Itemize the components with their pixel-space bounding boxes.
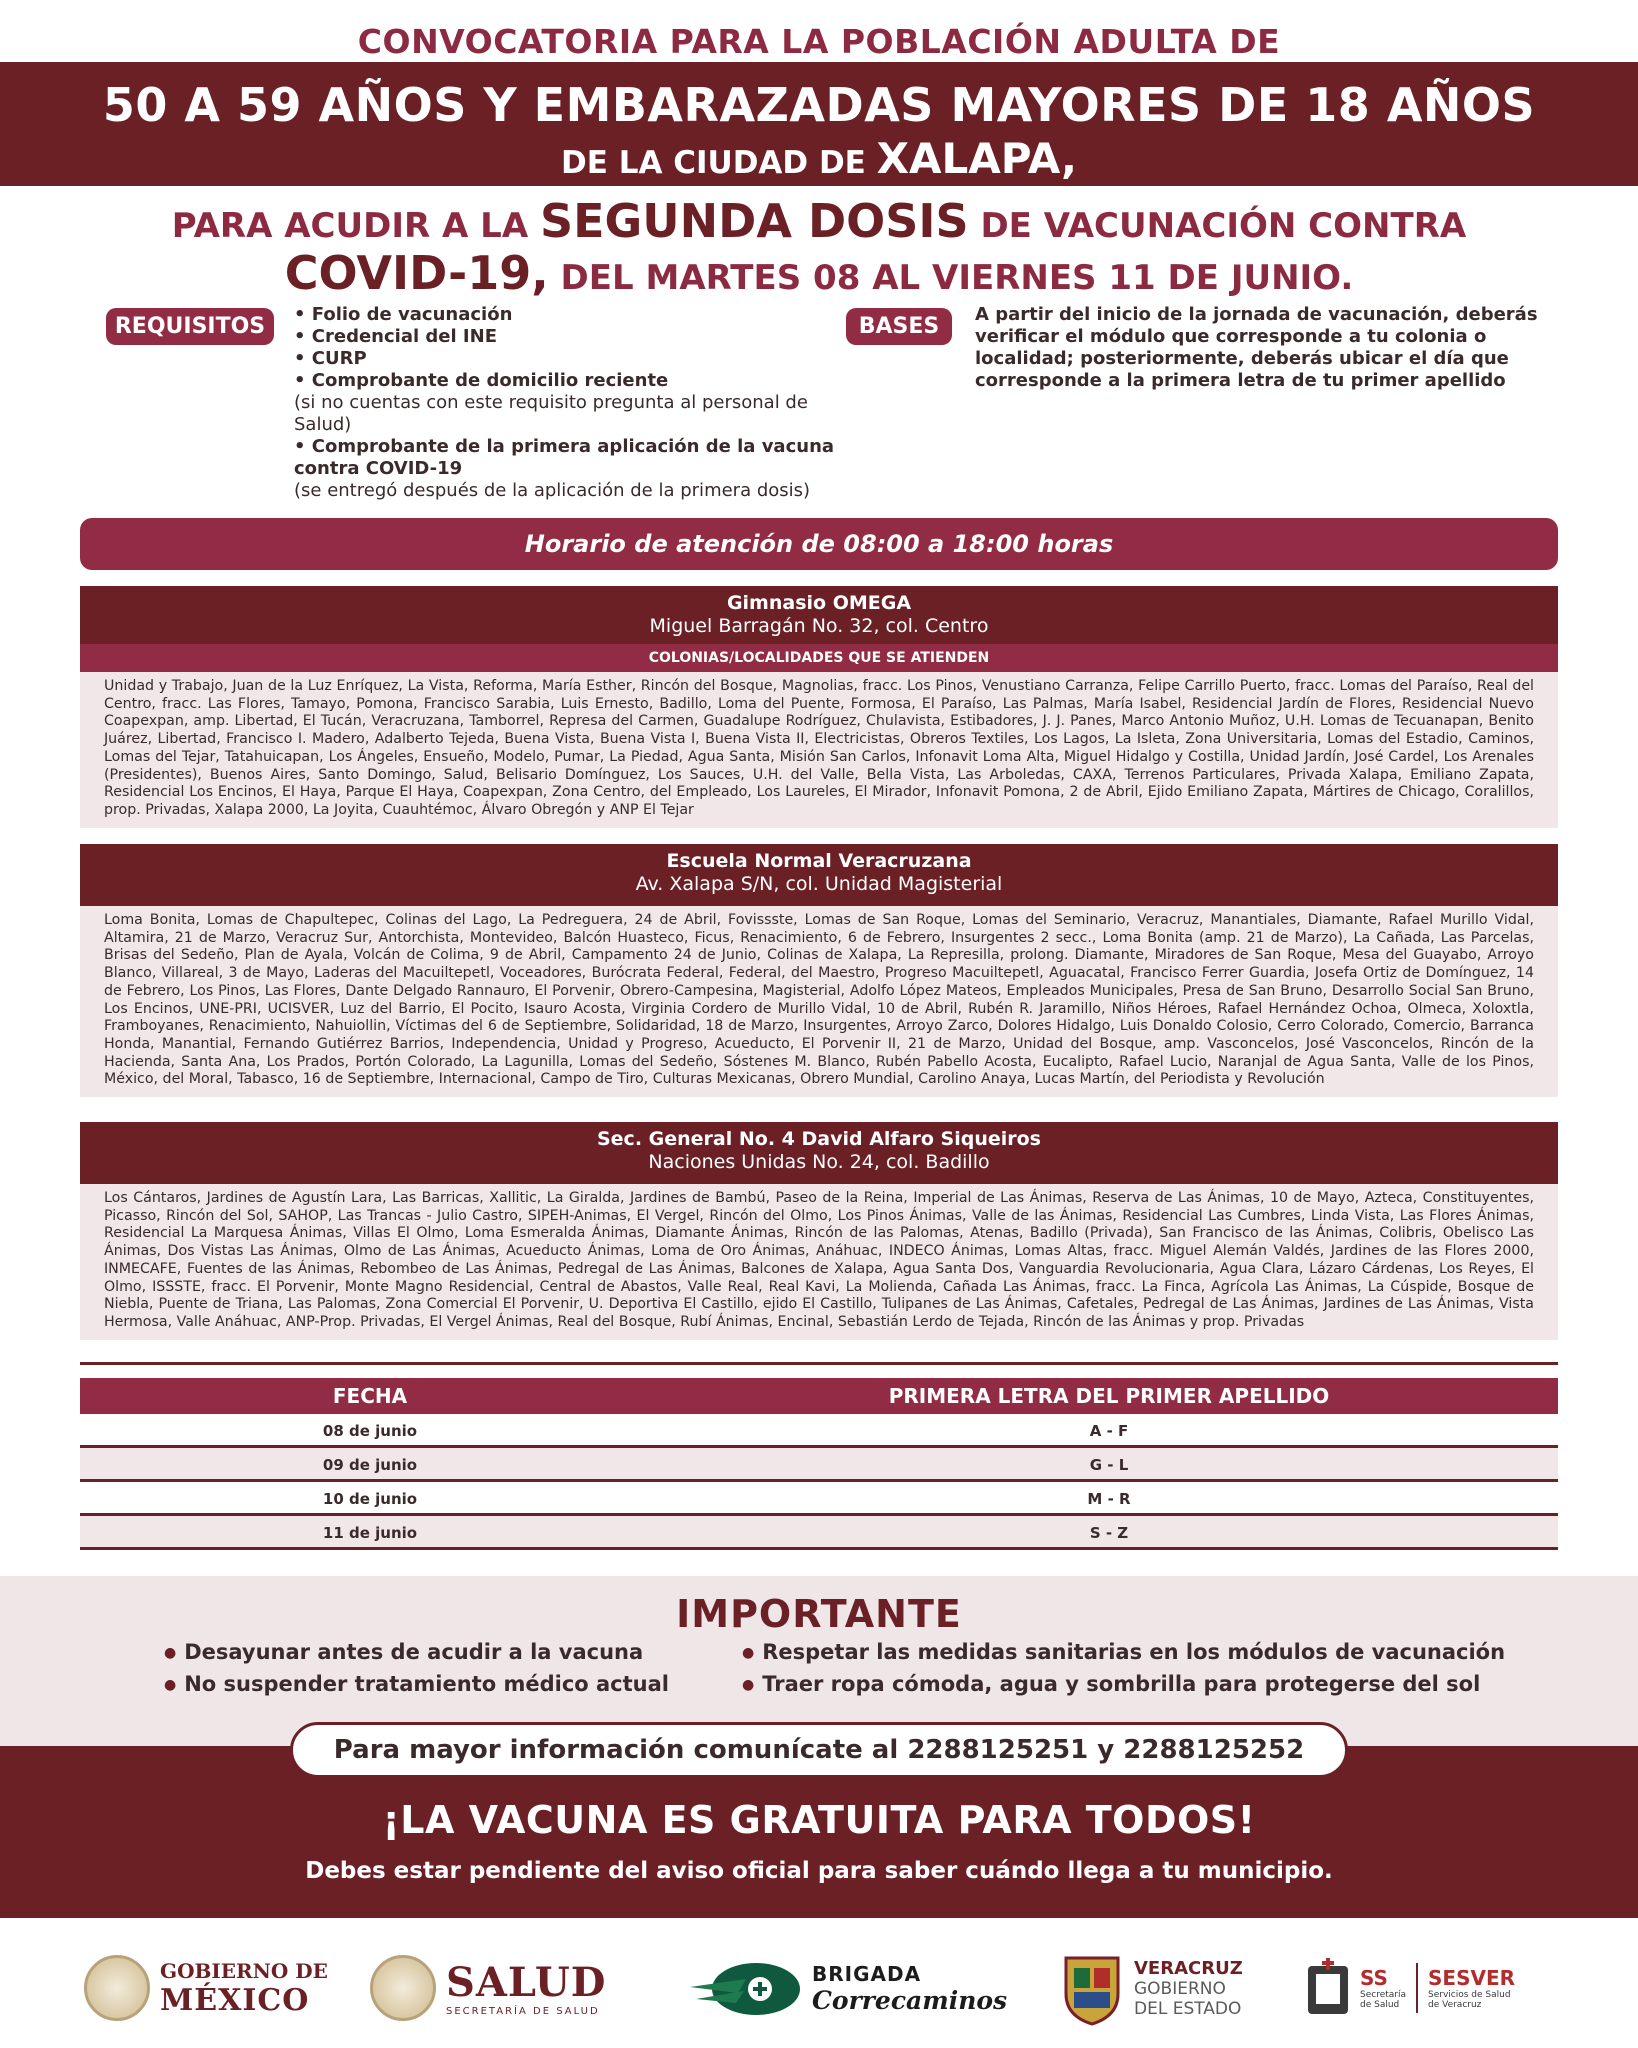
table-row [80, 1482, 1558, 1516]
col-date-header: FECHA [332, 1384, 408, 1408]
row-date: 08 de junio [322, 1422, 418, 1440]
dose-dates: DEL MARTES 08 AL VIERNES 11 DE JUNIO. [560, 258, 1354, 298]
requisito-item: • Folio de vacunación [294, 304, 513, 325]
header-line-2: 50 A 59 AÑOS Y EMBARAZADAS MAYORES DE 18 AÑOS [102, 78, 1536, 132]
colonias-header: COLONIAS/LOCALIDADES QUE SE ATIENDEN [80, 644, 1558, 672]
site-header [80, 1122, 1558, 1184]
dose-big: SEGUNDA DOSIS [539, 194, 969, 248]
row-letters: A - F [1089, 1422, 1129, 1440]
gobierno-mexico-logo [84, 1948, 328, 2028]
important-item: ● Respetar las medidas sanitarias en los módulos de vacunación [742, 1640, 1505, 1664]
row-date: 10 de junio [322, 1490, 418, 1508]
salud-logo [370, 1948, 606, 2028]
row-letters: S - Z [1089, 1524, 1129, 1542]
veracruz-line-3: DEL ESTADO [1134, 1998, 1242, 2019]
veracruz-line-1: VERACRUZ [1134, 1957, 1243, 1979]
colonias-list: Los Cántaros, Jardines de Agustín Lara, Las Barricas, Xallitic, La Giralda, Jardines de Bambú, Paseo de la Reina, Imperial de Las Ánimas, Reserva de Las Ánimas, 10 de Mayo, Azteca, Constituyentes, Picasso, Rincón del Sol, SAHOP, Las Trancas - Julio Castro, SIPEH-Animas, El Vergel, Rincón del Olmo, Los Pinos Ánimas, Valle de las Ánimas, Residencial Las Cumbres, Linda Vista, Las Flores Ánimas, Residencial La Marquesa Ánimas, Villas El Olmo, Loma Esmeralda Ánimas, Diamante Ánimas, Rincón de las Palomas, Atenas, Badillo (Privada), San Francisco de las Ánimas, Colibris, Obelisco Las Ánimas, Dos Vistas Las Ánimas, Olmo de Las Ánimas, Acueducto Ánimas, Loma de Oro Ánimas, Anáhuac, INDECO Ánimas, Lomas Altas, fracc. Miguel Alemán Valdés, Jardines de las Flores 2000, INMECAFE, Fuentes de las Ánimas, Rebombeo de Las Ánimas, Pedregal de Las Ánimas, Balcones de Xalapa, Agua Santa Dos, Vanguardia Revolucionaria, Agua Clara, Lázaro Cárdenas, Los Reyes, El Olmo, ISSSTE, fracc. El Porvenir, Monte Magno Residencial, Central de Abastos, Valle Real, Real Kavi, La Molienda, Cañada Las Ánimas, fracc. La Finca, Agrícola Las Ánimas, La Cúspide, Bosque de Niebla, Puente de Triana, Las Palomas, Zona Comercial El Porvenir, U. Deportiva El Castillo, ejido El Castillo, Tulipanes de Las Ánimas, Cafetales, Pedregal de Las Ánimas, Jardines de Las Ánimas, Vista Hermosa, Valle Anáhuac, ANP-Prop. Privadas, El Vergel Ánimas, Real del Bosque, Rubí Ánimas, Encinal, Sebastián Lerdo de Tejada, Rincón de las Ánimas y prop. Privadas [80, 1184, 1558, 1340]
ss-sub-2: de Salud [1360, 2000, 1400, 2010]
site-header [80, 844, 1558, 906]
table-row [80, 1414, 1558, 1448]
brigada-line-1: BRIGADA [812, 1961, 922, 1986]
important-title: IMPORTANTE [676, 1592, 962, 1636]
bases-badge: BASES [846, 308, 952, 345]
requisito-item: • Comprobante de domicilio reciente [294, 370, 669, 391]
gob-line-2: MÉXICO [160, 1982, 310, 2018]
sesver-sub-2: de Veracruz [1428, 2000, 1482, 2010]
site-address: Av. Xalapa S/N, col. Unidad Magisterial [635, 873, 1003, 895]
dose-suffix: DE VACUNACIÓN CONTRA [980, 206, 1467, 246]
requisito-note: (si no cuentas con este requisito pregunta al personal de Salud) [294, 392, 808, 435]
row-date: 11 de junio [322, 1524, 418, 1542]
site-address: Miguel Barragán No. 32, col. Centro [649, 615, 989, 637]
site-header [80, 586, 1558, 644]
requisitos-list [294, 304, 854, 502]
requisito-item: • Credencial del INE [294, 326, 497, 347]
veracruz-logo [1060, 1948, 1243, 2028]
site-block [80, 844, 1558, 1097]
col-letter-header: PRIMERA LETRA DEL PRIMER APELLIDO [888, 1384, 1330, 1408]
bases-text: A partir del inicio de la jornada de vacunación, deberás verificar el módulo que corresponde a tu colonia o localidad; posteriormente, deberás ubicar el día que corresponde a la primera letra de tu primer apellido [975, 304, 1538, 391]
brigada-line-2: Correcaminos [812, 1985, 1008, 2015]
row-date: 09 de junio [322, 1456, 418, 1474]
header-line-1: CONVOCATORIA PARA LA POBLACIÓN ADULTA DE [357, 22, 1281, 61]
brigada-logo [686, 1948, 1007, 2028]
ss-title: SS [1360, 1966, 1388, 1990]
site-address: Naciones Unidas No. 24, col. Badillo [648, 1151, 990, 1173]
official-notice: Debes estar pendiente del aviso oficial para saber cuándo llega a tu municipio. [305, 1858, 1333, 1884]
hours-banner: Horario de atención de 08:00 a 18:00 horas [80, 518, 1558, 570]
row-letters: G - L [1089, 1456, 1129, 1474]
free-vaccine-slogan: ¡LA VACUNA ES GRATUITA PARA TODOS! [382, 1798, 1256, 1842]
divider [80, 1362, 1558, 1365]
salud-subtitle: SECRETARÍA DE SALUD [446, 2006, 600, 2017]
sesver-title: SESVER [1428, 1966, 1516, 1990]
dose-covid: COVID-19, [284, 246, 549, 300]
mexico-seal-icon [370, 1955, 436, 2021]
dose-title [0, 194, 1638, 300]
header-band [0, 62, 1638, 186]
site-name: Escuela Normal Veracruzana [666, 850, 972, 872]
veracruz-shield-icon [1060, 1950, 1124, 2026]
row-letters: M - R [1087, 1490, 1131, 1508]
correcaminos-icon [686, 1953, 804, 2023]
site-name: Sec. General No. 4 David Alfaro Siqueiros [596, 1128, 1041, 1150]
ss-sub-1: Secretaría [1360, 1990, 1406, 2000]
table-header [80, 1378, 1558, 1414]
requisito-item: • Comprobante de la primera aplicación de la vacuna contra COVID-19 [294, 436, 835, 479]
salud-title: SALUD [446, 1959, 607, 2006]
mexico-seal-icon [84, 1955, 150, 2021]
important-item: ● Desayunar antes de acudir a la vacuna [164, 1640, 643, 1664]
header-city: XALAPA, [876, 134, 1077, 183]
requisito-item: • CURP [294, 348, 367, 369]
important-item: ● Traer ropa cómoda, agua y sombrilla para protegerse del sol [742, 1672, 1480, 1696]
colonias-list: Unidad y Trabajo, Juan de la Luz Enríquez, La Vista, Reforma, María Esther, Rincón del Bosque, Magnolias, fracc. Los Pinos, Venustiano Carranza, Felipe Carrillo Puerto, fracc. Lomas del Paraíso, Real del Centro, fracc. Las Flores, Tamayo, Pomona, Francisco Sarabia, Luis Ernesto, Badillo, Loma del Puente, Formosa, El Paraíso, Las Palmas, María Isabel, Residencial Jardín de Flores, Residencial Nuevo Coapexpan, amp. Libertad, El Tucán, Veracruzana, Tamborrel, Represa del Carmen, Guadalupe Rodríguez, Chulavista, Estibadores, J. J. Panes, Marco Antonio Muñoz, U.H. Lomas de Tecuanapan, Benito Juárez, Libertad, Francisco I. Madero, Adalberto Tejeda, Buena Vista, Buena Vista I, Buena Vista II, Electricistas, Obreros Textiles, Los Lagos, La Isleta, Zona Universitaria, Lomas del Estadio, Caminos, Lomas del Tejar, Tatahuicapan, Los Ángeles, Ensueño, Modelo, Pumar, La Piedad, Agua Santa, Misión San Carlos, Infonavit Loma Alta, Miguel Hidalgo y Costilla, Unidad Jardín, José Cardel, Los Arenales (Presidentes), Buenos Aires, Santo Domingo, Salud, Belisario Domínguez, Los Sauces, U.H. del Valle, Bella Vista, Las Arboledas, CAXA, Terrenos Particulares, Privada Xalapa, Emiliano Zapata, Residencial Los Encinos, El Haya, Parque El Haya, Coapexpan, Zona Centro, del Empleado, Los Laureles, El Mirador, Infonavit Pomona, 2 de Abril, Ejido Emiliano Zapata, Mártires de Chicago, Coralillos, prop. Privadas, Xalapa 2000, La Joyita, Cuauhtémoc, Álvaro Obregón y ANP El Tejar [80, 672, 1558, 828]
requisito-note: (se entregó después de la aplicación de la primera dosis) [294, 480, 811, 501]
colonias-list: Loma Bonita, Lomas de Chapultepec, Colinas del Lago, La Pedreguera, 24 de Abril, Fovissste, Lomas de San Roque, Lomas del Seminario, Veracruz, Manantiales, Diamante, Rafael Murillo Vidal, Altamira, 21 de Marzo, Veracruz Sur, Antorchista, Montevideo, Balcón Huasteco, Ficus, Renacimiento, 6 de Febrero, Insurgentes 2 secc., Loma Bonita (amp. 21 de Marzo), La Cañada, Las Parcelas, Brisas del Sedeño, Plan de Ayala, Volcán de Colima, 9 de Abril, Campamento 24 de Junio, Colinas de Xalapa, La Represilla, prolong. Diamante, Miradores de San Roque, Mesa del Guayabo, Arroyo Blanco, Villareal, 3 de Mayo, Laderas del Macuiltepetl, Voceadores, Burócrata Federal, Federal, del Maestro, Progreso Macuiltepetl, Aguacatal, Francisco Ferrer Guardia, Josefa Ortiz de Domínguez, 14 de Febrero, Los Pinos, Las Flores, Dante Delgado Rannauro, El Porvenir, Obrero-Campesina, Magisterial, Adolfo López Mateos, Empleados Municipales, Presa de San Bruno, Desarrollo Social San Bruno, Los Encinos, UNE-PRI, UCISVER, Luz del Barrio, El Pocito, Isauro Acosta, Virginia Cordero de Murillo Vidal, 10 de Abril, Rubén R. Jaramillo, Niños Héroes, Rafael Hernández Ochoa, Olmeca, Xoloxtla, Framboyanes, Renacimiento, Nahuiollin, Víctimas del 6 de Septiembre, Solidaridad, 18 de Marzo, Insurgentes, Arroyo Zarco, Dolores Hidalgo, Luis Donaldo Colosio, Cerro Colorado, Comercio, Barranca Honda, Manantial, Fernando Gutiérrez Barrios, Independencia, Unidad y Progreso, Acueducto, El Porvenir II, 21 de Marzo, Unidad del Bosque, amp. Vasconcelos, José Vasconcelos, Rincón de la Hacienda, Santa Ana, Los Prados, Portón Colorado, La Lagunilla, Lomas del Sedeño, Sóstenes M. Blanco, Rubén Pabello Acosta, Eucalipto, Rafael Lucio, Naranjal de Agua Santa, Valle de los Pinos, México, del Moral, Tabasco, 16 de Septiembre, Internacional, Campo de Tiro, Culturas Mexicanas, Obrero Mundial, Carolino Anaya, Lucas Martín, del Periodista y Revolución [80, 906, 1558, 1097]
site-block [80, 586, 1558, 828]
site-name: Gimnasio OMEGA [726, 592, 912, 614]
dose-prefix: PARA ACUDIR A LA [171, 206, 529, 246]
gob-line-1: GOBIERNO DE [160, 1958, 328, 1983]
ss-sesver-logo [1304, 1948, 1515, 2028]
header-line-3 [0, 134, 1638, 183]
schedule-table [80, 1378, 1558, 1550]
header-city-prefix: DE LA CIUDAD DE [561, 145, 866, 181]
table-row [80, 1448, 1558, 1482]
table-row [80, 1516, 1558, 1550]
contact-info: Para mayor información comunícate al 2288125251 y 2288125252 [290, 1722, 1348, 1778]
ss-emblem-icon [1304, 1956, 1352, 2020]
veracruz-line-2: GOBIERNO [1134, 1978, 1226, 1999]
requisitos-badge: REQUISITOS [106, 308, 274, 345]
sesver-sub-1: Servicios de Salud [1428, 1990, 1511, 2000]
important-item: ● No suspender tratamiento médico actual [164, 1672, 669, 1696]
logo-divider [1416, 1963, 1418, 2013]
site-block [80, 1122, 1558, 1340]
